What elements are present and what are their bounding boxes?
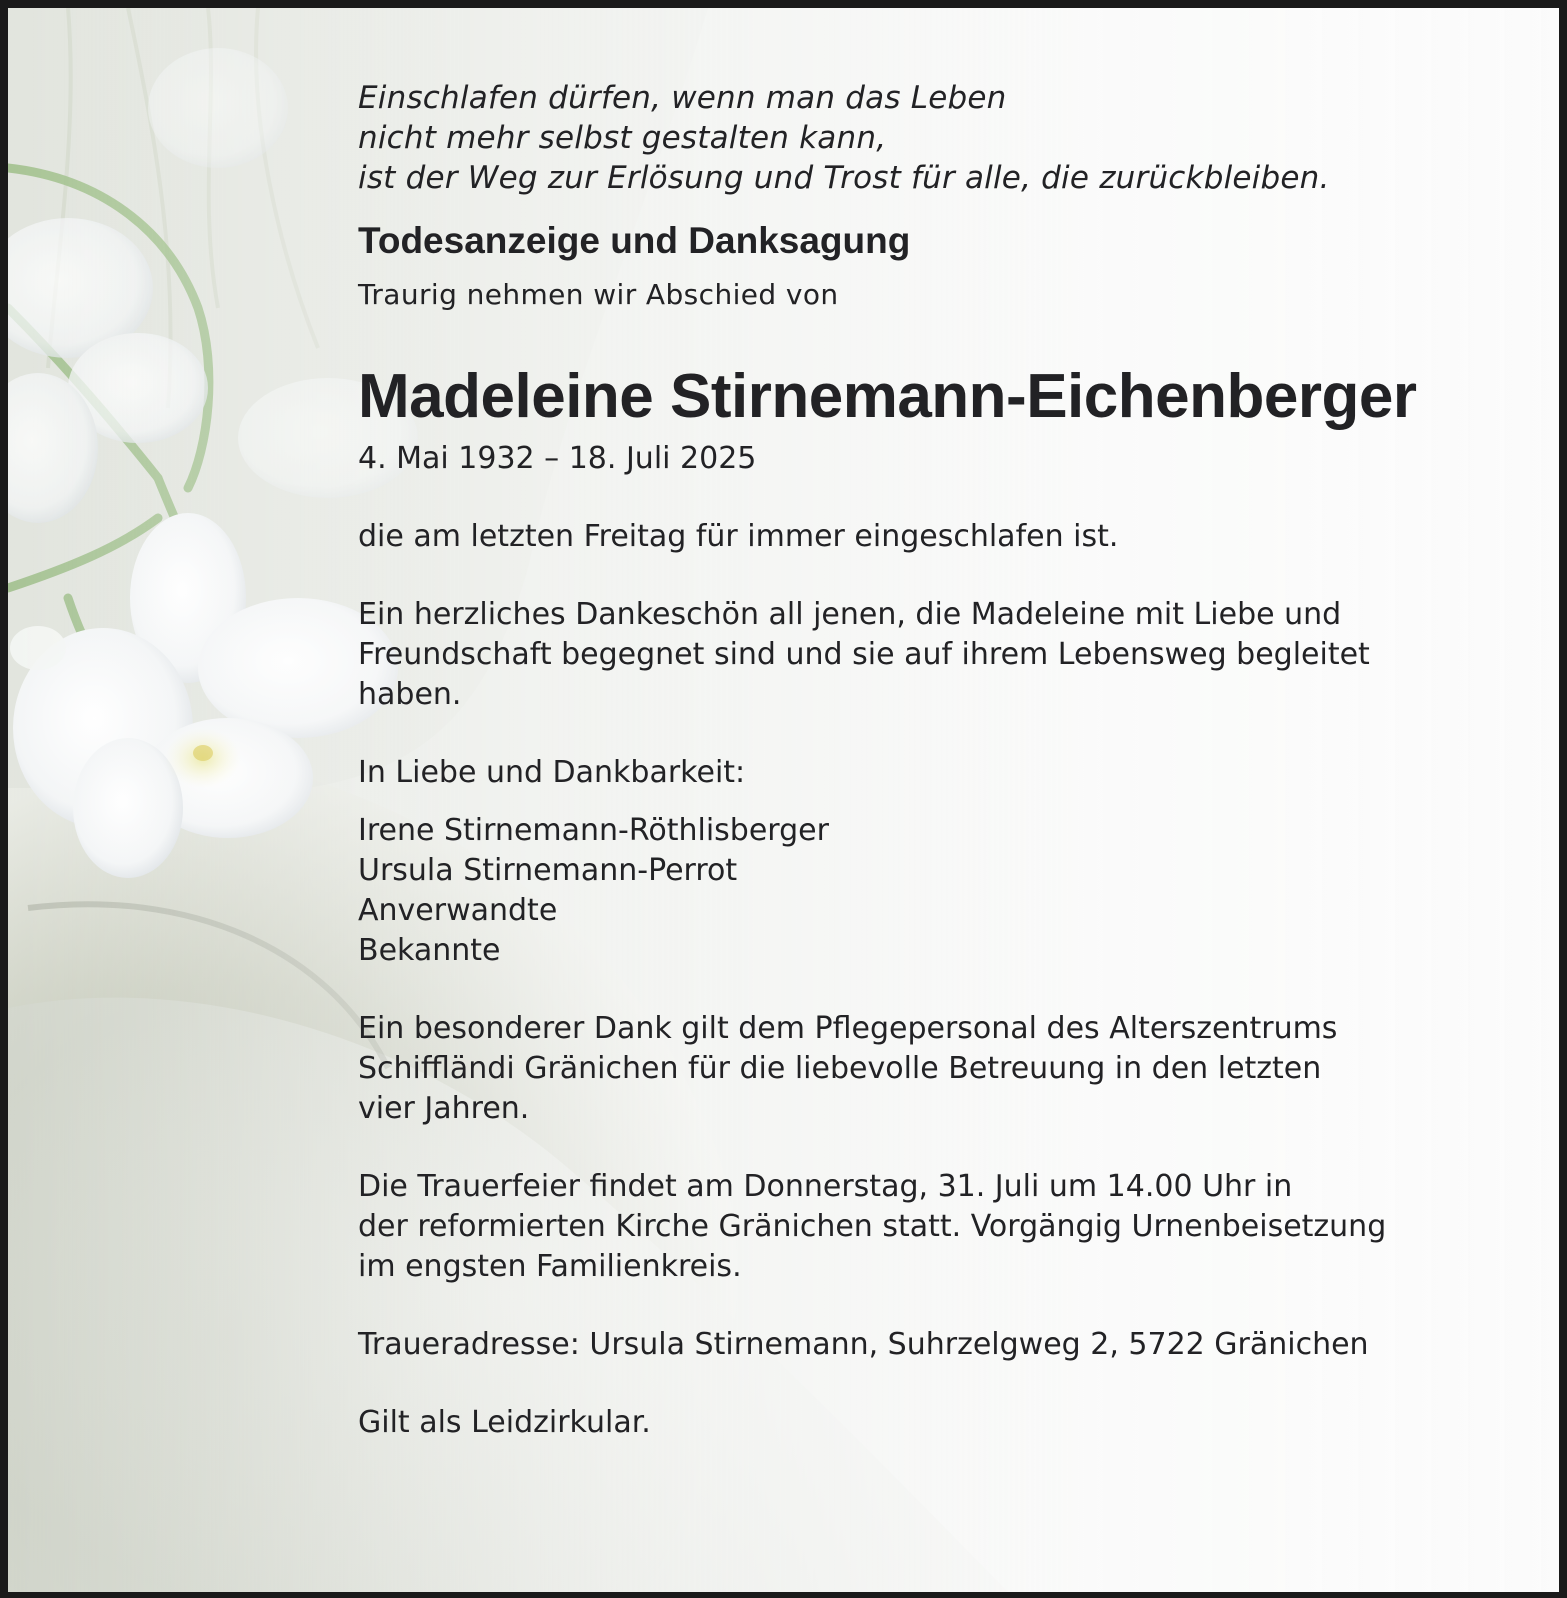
motto-line: ist der Weg zur Erlösung und Trost für alle, die zurückbleiben.: [358, 160, 1330, 196]
thanks-paragraph: [358, 595, 1498, 715]
funeral-paragraph: [358, 1167, 1498, 1287]
special-thanks-line: Schiffländi Gränichen für die liebevolle Betreuung in den letzten: [358, 1051, 1322, 1086]
special-thanks-line: vier Jahren.: [358, 1091, 530, 1126]
special-thanks-paragraph: [358, 1009, 1498, 1129]
special-thanks-line: Ein besonderer Dank gilt dem Pflegepersonal des Alterszentrums: [358, 1011, 1338, 1046]
motto-line: Einschlafen dürfen, wenn man das Leben: [358, 80, 1007, 116]
life-dates: 4. Mai 1932 – 18. Juli 2025: [358, 441, 757, 476]
notice-heading: Todesanzeige und Danksagung: [358, 220, 911, 261]
mourner-name: Ursula Stirnemann-Perrot: [358, 853, 738, 888]
motto-line: nicht mehr selbst gestalten kann,: [358, 120, 887, 156]
thanks-line: haben.: [358, 677, 462, 712]
funeral-line: Die Trauerfeier findet am Donnerstag, 31. Juli um 14.00 Uhr in: [358, 1169, 1293, 1204]
circular-note: Gilt als Leidzirkular.: [358, 1405, 651, 1440]
funeral-line: im engsten Familienkreis.: [358, 1249, 742, 1284]
thanks-line: Ein herzliches Dankeschön all jenen, die Madeleine mit Liebe und: [358, 597, 1342, 632]
mourner-name: Irene Stirnemann-Röthlisberger: [358, 813, 829, 848]
ad-text: [358, 78, 1498, 1443]
sleep-line: die am letzten Freitag für immer eingeschlafen ist.: [358, 519, 1119, 554]
mourning-address: Traueradresse: Ursula Stirnemann, Suhrzelgweg 2, 5722 Gränichen: [358, 1327, 1369, 1362]
mourner-name: Bekannte: [358, 933, 501, 968]
motto-verse: [358, 78, 1498, 198]
love-line: In Liebe und Dankbarkeit:: [358, 755, 746, 790]
funeral-line: der reformierten Kirche Gränichen statt. Vorgängig Urnenbeisetzung: [358, 1209, 1387, 1244]
mourner-name: Anverwandte: [358, 893, 558, 928]
thanks-line: Freundschaft begegnet sind und sie auf ihrem Lebensweg begleitet: [358, 637, 1370, 672]
mourners-list: [358, 811, 1498, 971]
deceased-name: Madeleine Stirnemann-Eichenberger: [358, 362, 1417, 431]
intro-line: Traurig nehmen wir Abschied von: [358, 278, 839, 311]
